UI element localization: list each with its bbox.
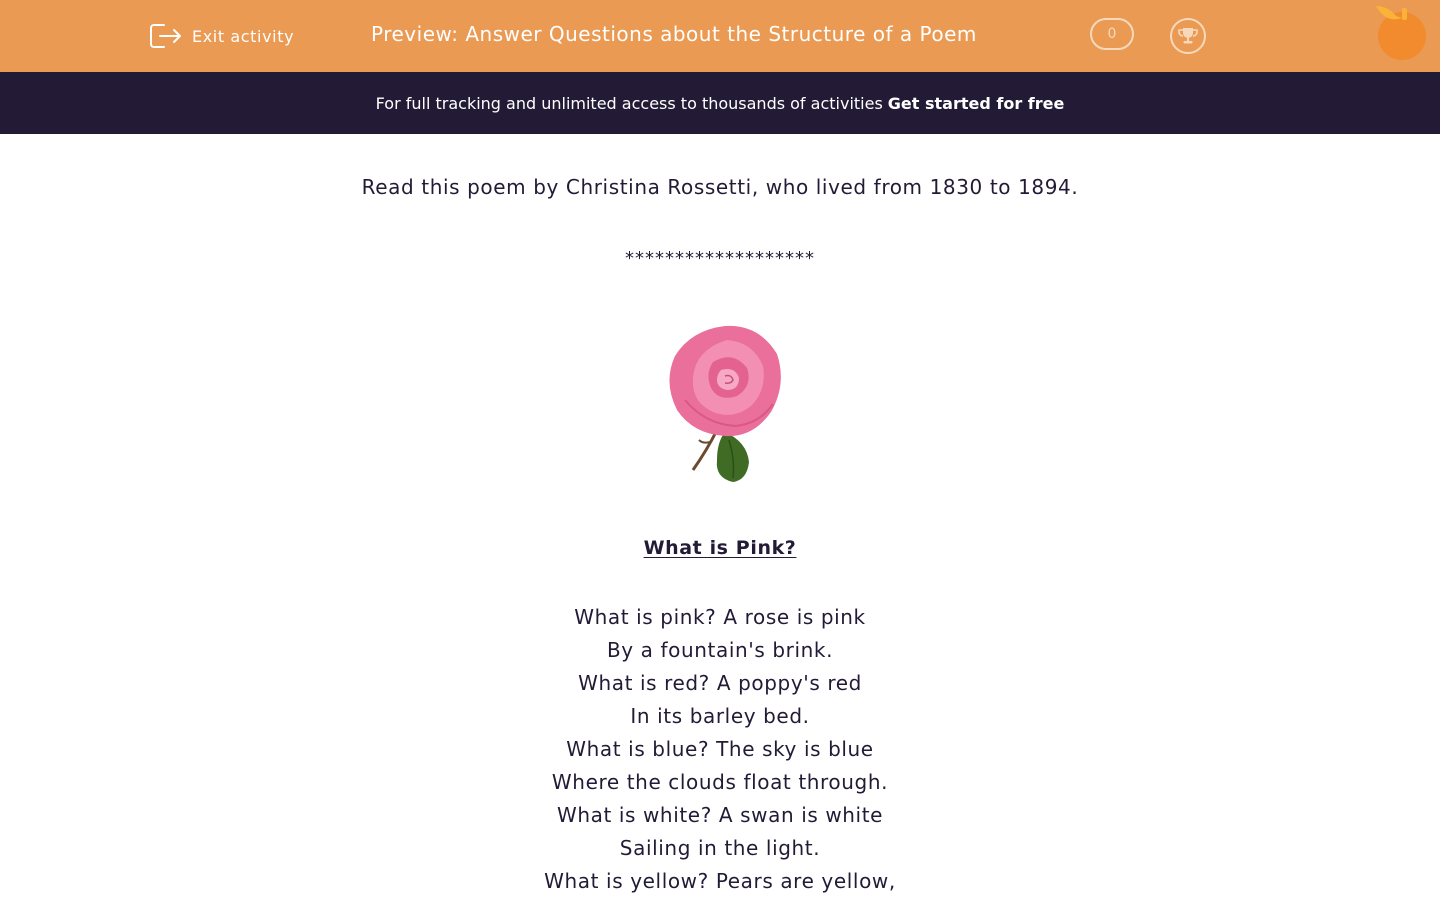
exit-activity-label: Exit activity (192, 26, 295, 46)
poem-line: What is red? A poppy's red (578, 671, 862, 695)
intro-text: Read this poem by Christina Rossetti, who lived from 1830 to 1894. (361, 175, 1079, 199)
poem-title (0, 537, 1440, 559)
separator: ******************* (625, 248, 815, 269)
poem-line: By a fountain's brink. (606, 638, 834, 662)
score-counter: 0 (1090, 18, 1134, 50)
page-title: Preview: Answer Questions about the Structure of a Poem (371, 22, 977, 46)
trophy-icon (1177, 26, 1199, 46)
poem-lines (0, 601, 1440, 898)
poem-line: In its barley bed. (630, 704, 810, 728)
exit-activity-button[interactable] (150, 21, 294, 51)
pink-rose-image (655, 320, 795, 490)
orange-logo-icon[interactable] (1374, 4, 1434, 64)
promo-text: For full tracking and unlimited access to thousands of activities (375, 93, 883, 113)
poem-line: What is blue? The sky is blue (566, 737, 874, 761)
poem-line: What is white? A swan is white (556, 803, 884, 827)
poem-line: Where the clouds float through. (551, 770, 889, 794)
poem-line: Sailing in the light. (619, 836, 821, 860)
poem-line: What is yellow? Pears are yellow, (544, 869, 896, 893)
poem-line: What is pink? A rose is pink (574, 605, 866, 629)
get-started-link[interactable]: Get started for free (887, 93, 1065, 113)
trophy-button[interactable] (1170, 18, 1206, 54)
exit-icon (150, 22, 183, 50)
promo-banner (0, 72, 1440, 134)
top-bar (0, 0, 1440, 72)
poem-title-text: What is Pink? (643, 537, 797, 559)
